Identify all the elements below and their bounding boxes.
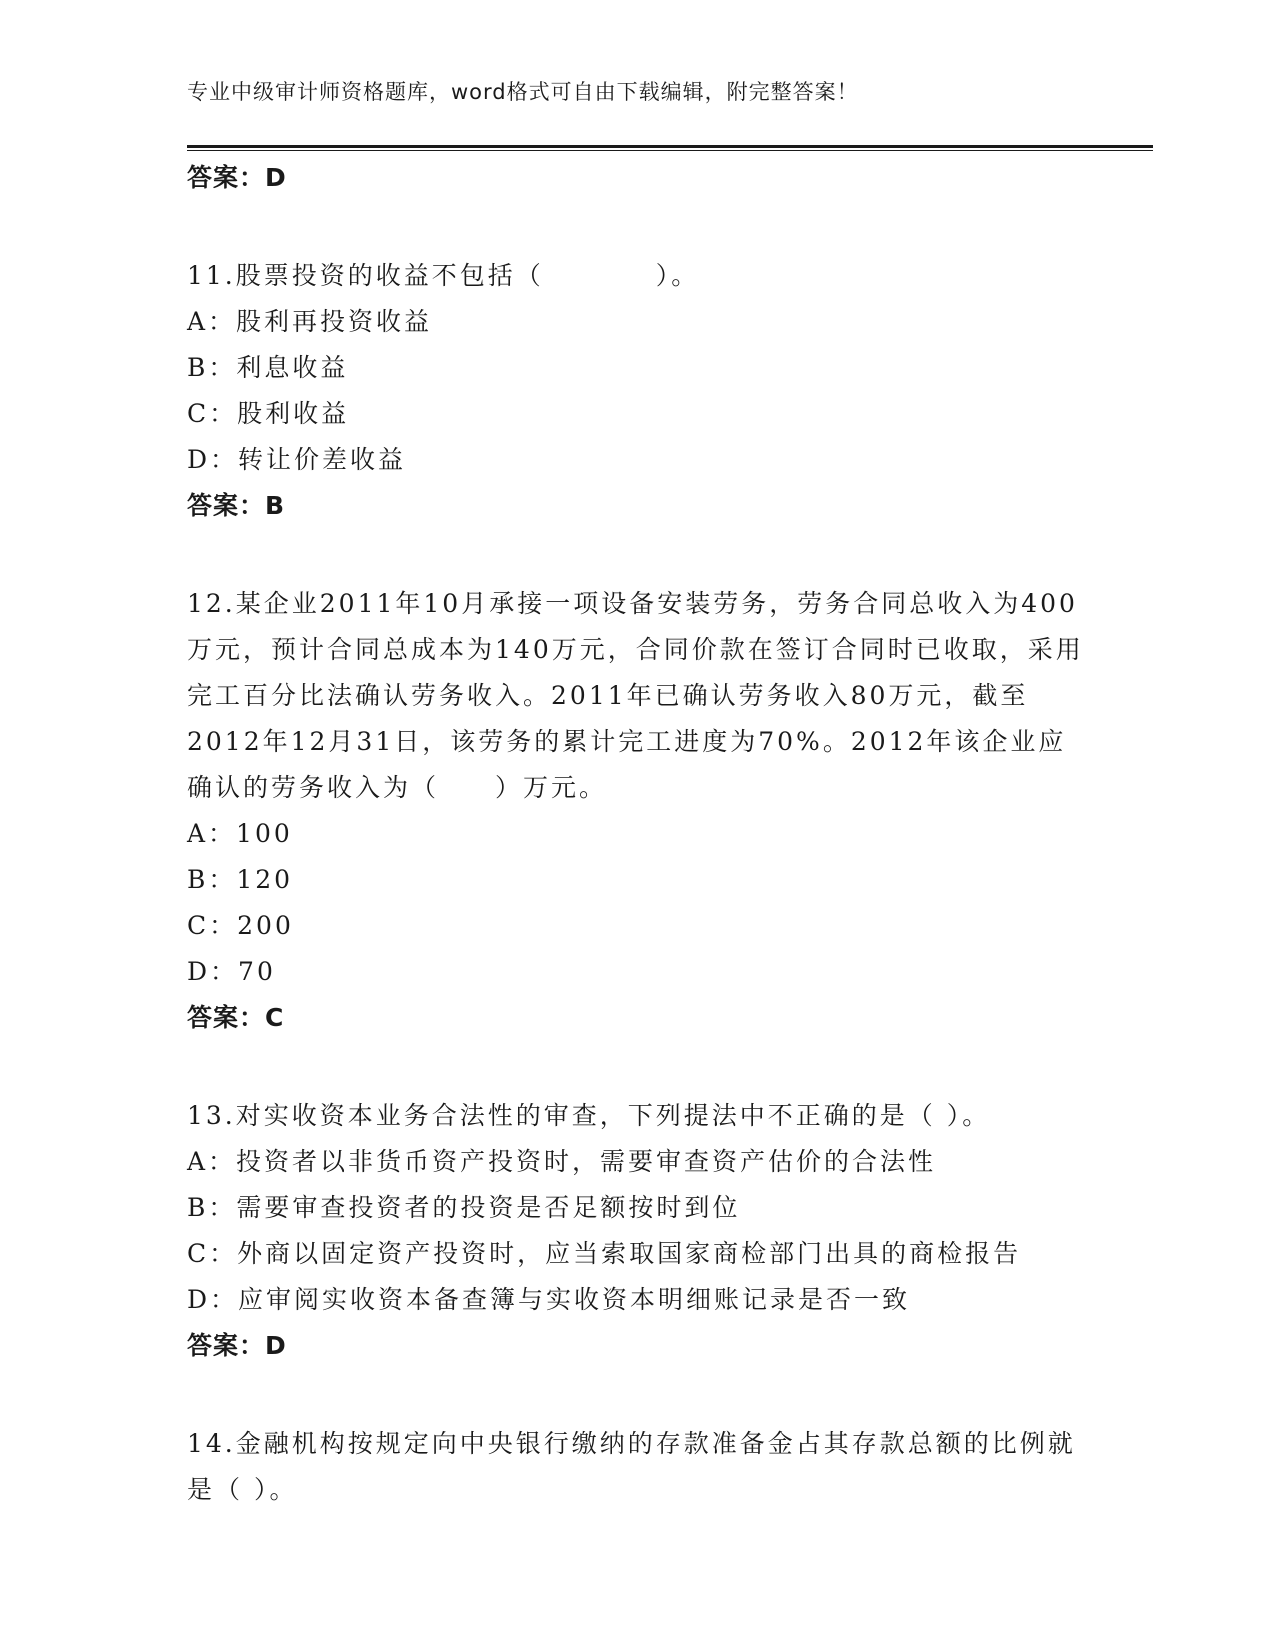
answer-line: 答案：C [187, 1003, 285, 1032]
option-d: D：70 [187, 957, 276, 986]
option-a: A：100 [187, 819, 293, 848]
header-rule-thin [187, 150, 1153, 151]
option-c: C：股利收益 [187, 399, 350, 428]
option-c: C：外商以固定资产投资时，应当索取国家商检部门出具的商检报告 [187, 1239, 1022, 1268]
option-d: D：转让价差收益 [187, 445, 407, 474]
option-a: A：投资者以非货币资产投资时，需要审查资产估价的合法性 [187, 1147, 937, 1176]
document-body [187, 155, 1087, 1513]
option-a: A：股利再投资收益 [187, 307, 433, 336]
option-b: B：120 [187, 865, 294, 894]
question-block [187, 1421, 1087, 1513]
question-block [187, 581, 1087, 1041]
question-text: 13.对实收资本业务合法性的审查，下列提法中不正确的是（ ）。 [187, 1101, 991, 1130]
answer-line: 答案：D [187, 1331, 287, 1360]
answer-line: 答案：B [187, 491, 286, 520]
option-b: B：利息收益 [187, 353, 349, 382]
question-block [187, 1093, 1087, 1369]
option-c: C：200 [187, 911, 294, 940]
page-header: 专业中级审计师资格题库，word格式可自由下载编辑，附完整答案！ [187, 80, 859, 104]
question-text: 12.某企业2011年10月承接一项设备安装劳务，劳务合同总收入为400万元，预计合同总成本为140万元，合同价款在签订合同时已收取，采用完工百分比法确认劳务收入。2011年已确认劳务收入80万元，截至2012年12月31日，该劳务的累计完工进度为70%。2012年该企业应确认的劳务收入为（ ）万元。 [187, 589, 1084, 802]
question-block [187, 253, 1087, 529]
question-text: 14.金融机构按规定向中央银行缴纳的存款准备金占其存款总额的比例就是（ ）。 [187, 1429, 1076, 1504]
answer-line: 答案：D [187, 163, 287, 192]
option-b: B：需要审查投资者的投资是否足额按时到位 [187, 1193, 741, 1222]
question-text: 11.股票投资的收益不包括（ ）。 [187, 261, 700, 290]
option-d: D：应审阅实收资本备查簿与实收资本明细账记录是否一致 [187, 1285, 911, 1314]
header-rule-thick [187, 145, 1153, 148]
